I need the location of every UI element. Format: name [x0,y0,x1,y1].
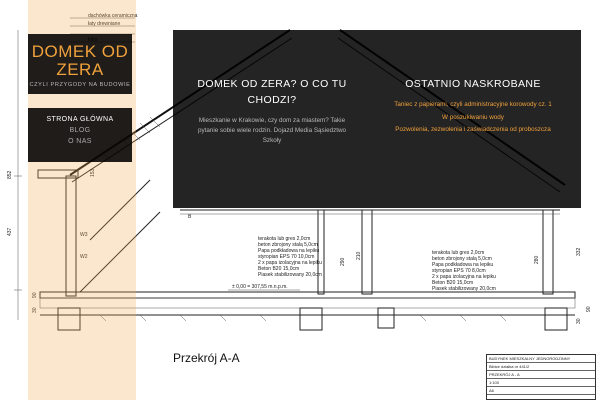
level-mark: ± 0,00 = 307,55 m.n.p.m. [232,284,288,290]
dim-90-left: 90 [32,292,38,298]
about-text: Mieszkanie w Krakowie, czy dom za miastem? Takie pytanie sobie wiele rodzin. Dojazd Media Sąsiedztwo Szkoły [197,117,347,144]
about-section [193,76,351,146]
title-block-row: PRZEKRÓJ A - A [487,371,595,379]
recent-post-link[interactable]: Taniec z papierami, czyli administracyjne korowody cz. 1 [394,101,552,108]
layer-spec-left [258,236,322,278]
site-title-line1: DOMEK OD [31,42,129,61]
dim-90-right: 90 [586,306,592,312]
recent-heading: OSTATNIO NASKROBANE [405,78,541,90]
layer-left-3: styropian EPS 70 10,0cm [258,254,315,260]
dim-280: 280 [534,255,540,264]
layer-left-4: 2 x papa izolacyjna na lepiku [258,260,322,266]
dim-30-right: 30 [576,318,582,324]
layer-left-5: Beton B20 15,0cm [258,266,300,272]
layer-right-2: Papa podkładowa na lepiku [432,262,494,268]
layer-left-2: Papa podkładowa na lepiku [258,248,320,254]
layer-right-5: Beton B20 15,0cm [432,280,474,286]
layer-right-3: styropian EPS 70 8,0cm [432,268,486,274]
dim-30-left: 30 [32,307,38,313]
dim-332: 332 [576,247,582,256]
layer-left-1: beton zbrojony stalą 5,0cm [258,242,318,248]
recent-posts-list [378,99,568,137]
note-battens: łaty drewniane [88,21,121,27]
title-block-row: A6 [487,387,595,395]
title-block-row: Bibice działka nr 441/2 [487,363,595,371]
nav-item-home[interactable]: STRONA GŁÓWNA [46,116,114,123]
recent-post-link[interactable]: W poszukiwaniu wody [442,113,504,121]
site-logo[interactable] [28,34,132,94]
drawing-title-block [486,354,596,400]
layer-left-6: Piasek stabilizowany 20,0cm [258,272,322,278]
dim-437: 437 [7,227,13,236]
drawing-title: Przekrój A-A [173,351,240,365]
dim-210: 210 [356,251,362,260]
dim-290: 290 [340,257,346,266]
layer-spec-right [432,250,496,292]
nav-item-about[interactable]: O NAS [68,138,92,145]
recent-post-link[interactable]: Pozwolenia, zezwolenia i zaświadczenia od proboszcza [395,126,551,133]
label-b: B [188,214,192,220]
site-tagline: CZYLI PRZYGODY NA BUDOWIE [29,82,131,88]
title-block-row: 1:100 [487,379,595,387]
dim-852: 852 [7,170,13,179]
label-w3: W3 [80,232,88,238]
dim-153: 153 [90,168,96,177]
layer-right-4: 2 x papa izolacyjna na lepiku [432,274,496,280]
nav-item-blog[interactable]: BLOG [69,127,91,134]
about-heading: DOMEK OD ZERA? O CO TU CHODZI? [197,78,347,106]
label-w2: W2 [80,254,88,260]
recent-posts-section [378,76,568,137]
main-nav [28,108,132,162]
site-title-line2: ZERA [56,60,104,79]
title-block-row: BUDYNEK MIESZKALNY JEDNORODZINNY [487,355,595,363]
info-overlay [173,30,581,208]
layer-right-6: Piasek stabilizowany 20,0cm [432,286,496,292]
site-title [28,43,132,79]
layer-left-0: terakota lub gres 2,0cm [258,236,311,242]
layer-right-1: beton zbrojony stalą 5,0cm [432,256,492,262]
layer-right-0: terakota lub gres 2,0cm [432,250,485,256]
note-roof-tile: dachówka ceramiczna [88,13,138,19]
